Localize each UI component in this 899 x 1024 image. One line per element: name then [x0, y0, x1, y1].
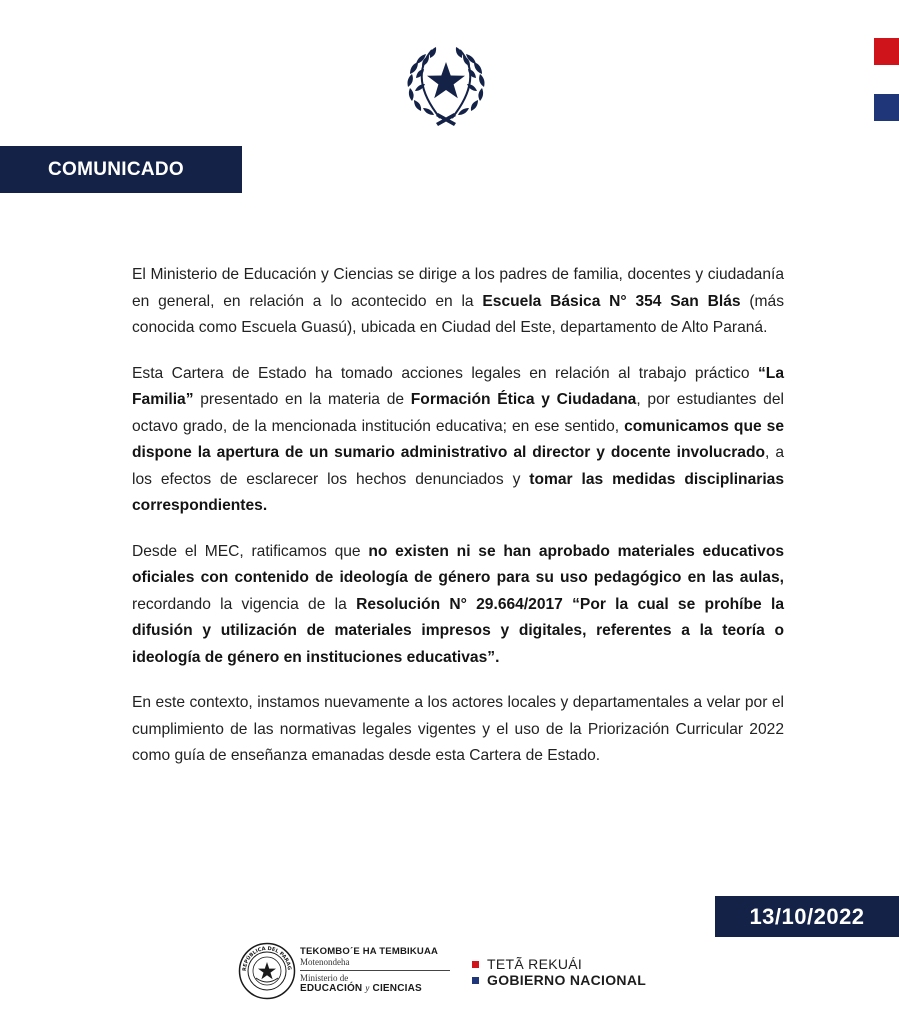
p2-run: Esta Cartera de Estado ha tomado acciones legales en relación al trabajo práctico — [132, 364, 758, 382]
communique-body — [132, 262, 784, 789]
p1-run: Escuela Básica N° 354 San Blás — [482, 292, 741, 310]
p2-run: tomar las medidas disciplinarias correspondientes. — [132, 470, 784, 514]
header-title: COMUNICADO — [48, 158, 184, 180]
p2-run: “La Familia” — [132, 364, 784, 408]
gov-guarani-text: TETÃ REKUÁI — [487, 956, 583, 972]
mec-guarani-sub: Motenondeha — [300, 957, 350, 967]
gov-line-2 — [472, 972, 672, 988]
star-laurel-emblem-icon — [396, 38, 496, 128]
paragraph-4 — [132, 690, 784, 770]
gov-spanish-text: GOBIERNO NACIONAL — [487, 972, 647, 988]
p2-run: , por estudiantes del octavo grado, de la mencionada institución educativa; en ese sentido, — [132, 391, 784, 435]
p4-run: En este contexto, instamos nuevamente a los actores locales y departamentales a velar por el cumplimiento de las normativas legales vigentes y el uso de la Priorización Curricular 2022 como guía de enseñanza emanadas desde esta Cartera de Estado. — [132, 694, 784, 764]
gov-line-1 — [472, 956, 672, 972]
mec-y: y — [365, 983, 370, 993]
svg-text:REPÚBLICA DEL PARAGUAY — [238, 942, 292, 971]
mec-ciencias: CIENCIAS — [372, 983, 422, 994]
national-seal-icon — [238, 942, 296, 1000]
comunicado-header — [0, 146, 242, 193]
p3-run: no existen ni se han aprobado materiales educativos oficiales con contenido de ideología de género para su uso pedagógico en las aulas, — [132, 542, 785, 586]
blue-square-icon — [472, 977, 479, 984]
paragraph-3 — [132, 539, 784, 672]
p2-run: Formación Ética y Ciudadana — [410, 391, 637, 408]
mec-guarani-title: TEKOMBO´E HA TEMBIKUAA — [300, 946, 439, 957]
mec-education-science — [300, 983, 470, 994]
gobierno-nacional-logo — [472, 956, 672, 988]
mec-divider — [300, 970, 450, 971]
p3-run: Desde el MEC, ratificamos que — [132, 542, 369, 560]
footer-logos — [238, 940, 678, 1002]
p2-run: comunicamos que se dispone la apertura de un sumario administrativo al director y docente involucrado — [132, 417, 784, 461]
p3-run: Resolución N° 29.664/2017 “Por la cual se prohíbe la difusión y utilización de materiales impresos y digitales, referentes a la teoría o ideología de género en instituciones educativas”. — [132, 595, 784, 666]
p3-run: recordando la vigencia de la — [132, 595, 357, 613]
red-square-icon — [472, 961, 479, 968]
p2-run: , a los efectos de esclarecer los hechos denunciados y — [132, 444, 785, 488]
paragraph-2 — [132, 361, 784, 520]
blue-flag-square — [874, 94, 899, 121]
paragraph-1 — [132, 262, 784, 342]
date-badge — [715, 896, 899, 937]
p2-run: presentado en la materia de — [193, 391, 411, 408]
seal-text: REPÚBLICA DEL PARAG — [241, 945, 293, 972]
mec-educacion: EDUCACIÓN — [300, 983, 363, 994]
red-flag-square — [874, 38, 899, 65]
date-text: 13/10/2022 — [749, 903, 865, 929]
p1-run: (más conocida como Escuela Guasú), ubicada en Ciudad del Este, departamento de Alto Paraná. — [132, 292, 784, 336]
mec-logo-text — [300, 946, 470, 994]
mec-ministerio: Ministerio de — [300, 973, 349, 983]
p1-run: El Ministerio de Educación y Ciencias se dirige a los padres de familia, docentes y ciudadanía en general, en relación a lo acontecido en la — [132, 266, 784, 310]
